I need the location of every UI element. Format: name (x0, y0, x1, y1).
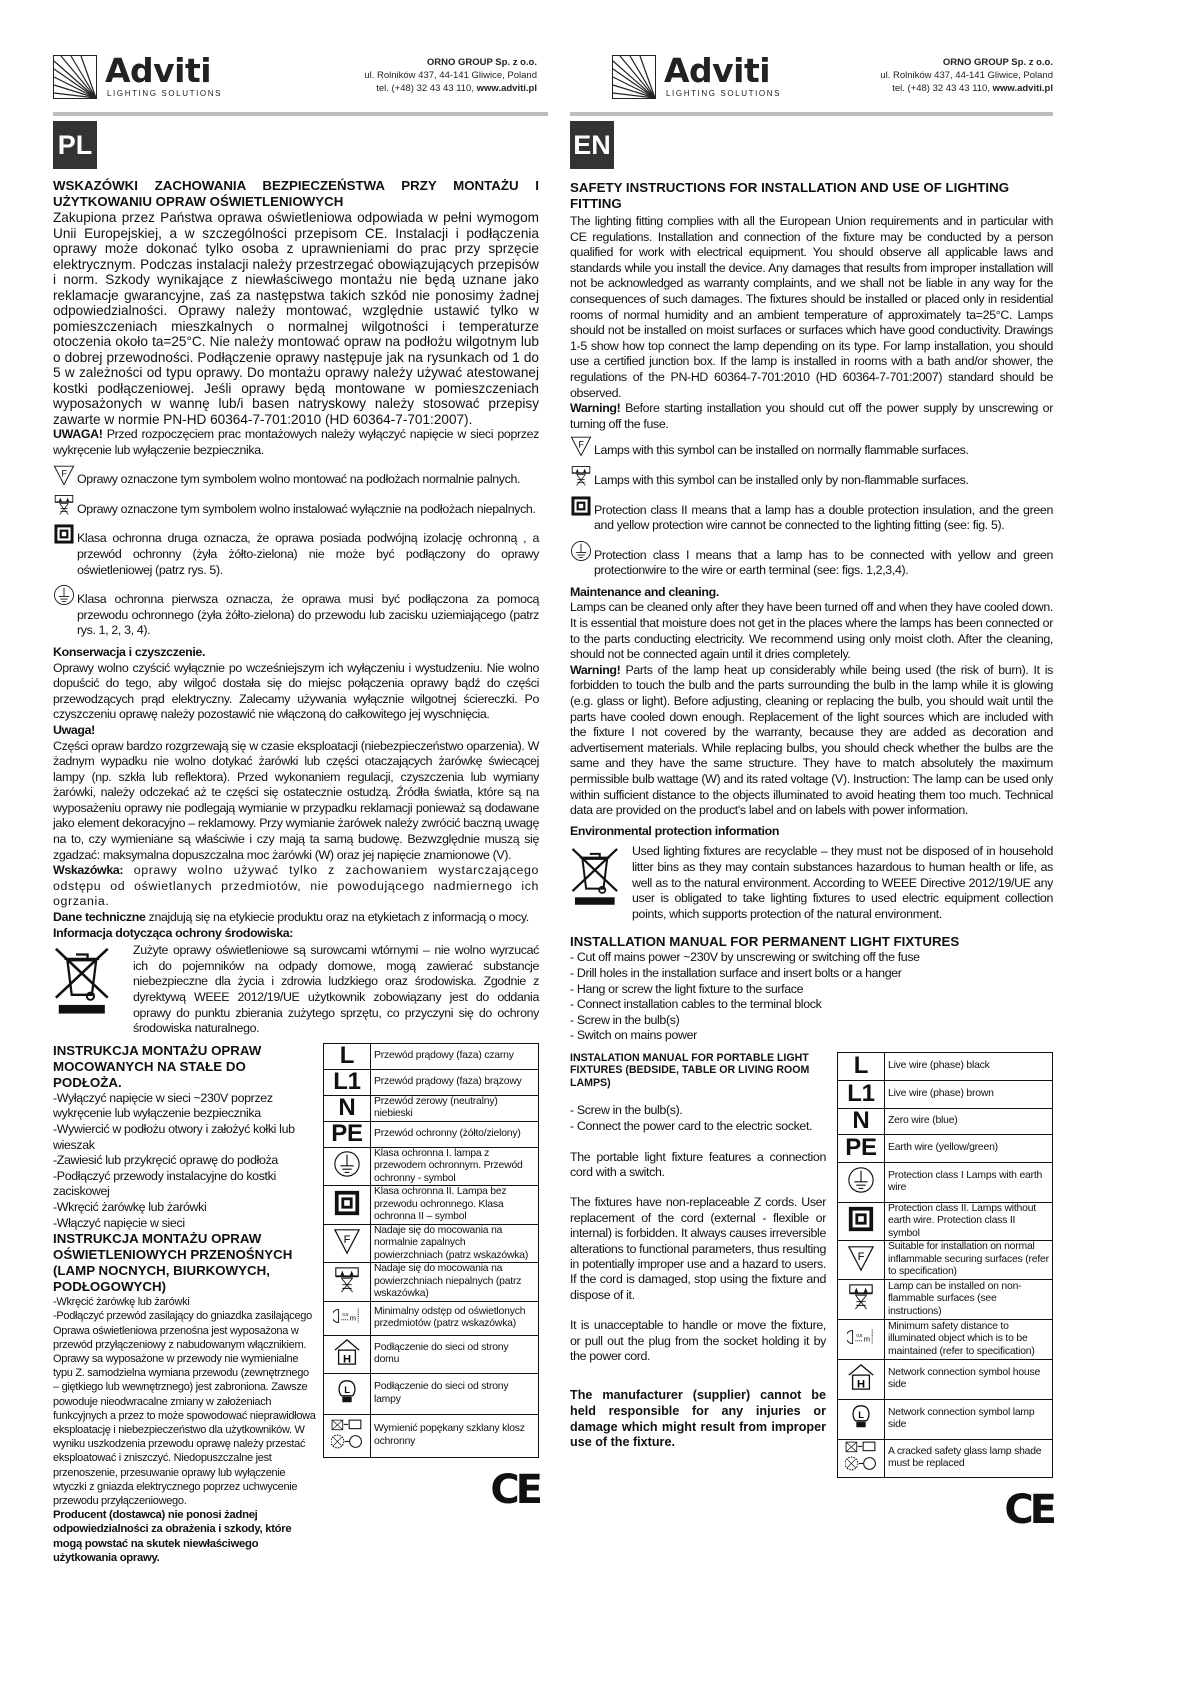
pl-env-text: Zużyte oprawy oświetleniowe są surowcami wtórnymi – nie wolno wyrzucać ich do pojemników na odpady domowe, mogą zawierać substancje niebezpieczne dla życia i zdrowia ludzkiego oraz środowiska. Zgodnie z dyrektywą WEEE 2012/19/UE użytkownik zobowiązany jest do oddania oprawy do punktu zbierania zużytego sprzętu, co przyczyni się do ochrony środowiska naturalnego. (133, 943, 539, 1036)
en-env-text: Used lighting fixtures are recyclable – they must not be disposed of in household litter bins as they may contain substances hazardous to human health or life, as well as to the natural environment. According to WEEE Directive 2012/19/UE any user is obligated to take lighting fixtures to used electric equipment collection points, which supports protection of the natural environment. (632, 844, 1053, 921)
warning-text: Przed rozpoczęciem prac montażowych należy wyłączyć napięcie w sieci poprzez wykręcenie lub wyłączenie bezpiecznika. (53, 427, 539, 457)
install-step: -Wyłączyć napięcie w sieci ~230V poprzez wykręcenie lub wyłączenie bezpiecznika (53, 1090, 273, 1121)
en-section (570, 180, 1053, 922)
legend-row (324, 1373, 539, 1414)
portable-paragraph: The portable light fixture features a connection cord with a switch. (570, 1149, 826, 1179)
legend-description: Network connection symbol lamp side (885, 1399, 1053, 1439)
legend-description: Przewód zerowy (neutralny) niebieski (371, 1095, 539, 1121)
symbol-item (53, 584, 539, 639)
symbol-description: Oprawy oznaczone tym symbolem wolno montować na podłożach normalnie palnych. (77, 472, 521, 487)
company-info (364, 56, 537, 95)
legend-description: Live wire (phase) brown (885, 1080, 1053, 1108)
warning-lead: UWAGA! (53, 427, 103, 441)
en-fixed-title: INSTALLATION MANUAL FOR PERMANENT LIGHT FIXTURES (570, 934, 960, 950)
non-flammable-surface-icon (53, 494, 75, 516)
legend-description: Wymienić popękany szklany klosz ochronny (371, 1414, 539, 1457)
pl-maintenance: Oprawy wolno czyścić wyłącznie po wcześniejszym ich wyłączeniu i wystudzeniu. Nie wolno dopuścić do tego, aby wilgoć dostała się do miejsc połączenia oprawy bądź do części przewodzących prąd elektryczny. Zalecamy używania wyłącznie wilgotnej ściereczki. Po czyszczeniu oprawę należy pozostawić nie włączoną do całkowitego jej wyschnięcia. (53, 660, 539, 722)
logo-rays-icon (53, 55, 97, 99)
non-flammable-surface-icon (847, 1283, 875, 1311)
legend-row (324, 1301, 539, 1335)
en-warning (570, 401, 1053, 432)
pl-title: WSKAZÓWKI ZACHOWANIA BEZPIECZEŃSTWA PRZY MONTAŻU I UŻYTKOWANIU OPRAW OŚWIETLENIOWYCH (53, 178, 539, 209)
wire-symbol: N (338, 1094, 356, 1122)
weee-bin-graphic (570, 844, 620, 906)
legend-symbol (324, 1373, 371, 1414)
install-step: - Screw in the bulb(s). (570, 1103, 683, 1118)
tech-lead: Dane techniczne (53, 910, 146, 925)
en-portable-paras (570, 1150, 826, 1365)
legend-row (838, 1052, 1053, 1080)
pl-legend-wrap (323, 1043, 539, 1512)
warning-text: Before starting installation you should cut off the power supply by unscrewing or turning off the fuse. (570, 401, 1053, 431)
legend-description: Protection class II. Lamps without earth wire. Protection class II symbol (885, 1202, 1053, 1241)
install-step: - Drill holes in the installation surface and insert bolts or a hanger (570, 965, 902, 980)
legend-description: Protection class I Lamps with earth wire (885, 1162, 1053, 1202)
symbol-item (570, 540, 1053, 579)
pl-bottom-row (53, 1043, 539, 1565)
pl-tip (53, 863, 539, 910)
en-title: SAFETY INSTRUCTIONS FOR INSTALLATION AND USE OF LIGHTING FITTING (570, 180, 1010, 211)
brand-tagline: LIGHTING SOLUTIONS (666, 89, 782, 98)
weee-crossed-bin-icon (53, 943, 133, 1020)
protection-class-2-icon (847, 1205, 875, 1233)
en-maintenance-title: Maintenance and cleaning. (570, 584, 719, 599)
symbol-description: Lamps with this symbol can be installed only by non-flammable surfaces. (594, 472, 969, 487)
brand-logo (53, 51, 223, 99)
legend-row (838, 1162, 1053, 1202)
non-flammable-surface-icon (570, 465, 592, 487)
legend-description: Klasa ochronna II. Lampa bez przewodu ochronnego. Klasa ochronna II – symbol (371, 1186, 539, 1225)
legend-description: Przewód ochronny (żółto/zielony) (371, 1121, 539, 1147)
minimum-distance-icon (847, 1323, 875, 1351)
pl-disclaimer: Producent (dostawca) nie ponosi żadnej odpowiedzialności za obrażenia i szkody, które mogą powstać na skutek niewłaściwego użytkowania oprawy. (53, 1509, 292, 1564)
svg-text:L: L (344, 1384, 350, 1395)
pl-section (53, 178, 539, 1037)
svg-text:m: m (863, 1334, 870, 1344)
legend-symbol (838, 1279, 885, 1319)
en-legend-wrap (837, 1052, 1053, 1532)
install-step: - Hang or screw the light fixture to the surface (570, 981, 804, 996)
legend-symbol (838, 1241, 885, 1280)
cracked-glass-replace-icon (845, 1440, 877, 1472)
language-badge-en: EN (570, 121, 614, 169)
legend-description: Network connection symbol house side (885, 1359, 1053, 1399)
legend-symbol (838, 1108, 885, 1134)
caution-lead: Warning! (570, 662, 621, 677)
legend-symbol (838, 1202, 885, 1241)
tip-lead: Wskazówka: (53, 863, 124, 878)
install-step: - Switch on mains power (570, 1028, 697, 1043)
legend-row (838, 1202, 1053, 1241)
legend-row (324, 1121, 539, 1147)
svg-text:H: H (857, 1378, 865, 1391)
protection-class-1-earth-icon (847, 1166, 875, 1194)
legend-description: Przewód prądowy (faza) brązowy (371, 1069, 539, 1095)
cracked-glass-replace-icon (331, 1418, 363, 1450)
svg-text:0,5: 0,5 (856, 1333, 863, 1339)
svg-text:0,5: 0,5 (342, 1312, 349, 1318)
en-fixed-steps (570, 950, 1053, 1044)
protection-class-1-earth-icon (53, 584, 75, 606)
legend-description: Przewód prądowy (faza) czarny (371, 1043, 539, 1069)
brand-name: Adviti (664, 51, 771, 90)
flammable-surface-f-icon (333, 1227, 361, 1255)
install-step: -Wkręcić żarówkę lub żarówki (53, 1199, 207, 1214)
legend-description: Nadaje się do mocowania na normalnie zapalnych powierzchniach (patrz wskazówka) (371, 1224, 539, 1263)
legend-description: Lamp can be installed on non-flammable surfaces (see instructions) (885, 1279, 1053, 1319)
company-phone: tel. (+48) 32 43 43 110, (892, 83, 990, 94)
wire-symbol: L (853, 1052, 869, 1080)
legend-row (324, 1095, 539, 1121)
legend-description: Minimum safety distance to illuminated object which is to be maintained (refer to specification) (885, 1319, 1053, 1359)
legend-row (324, 1069, 539, 1095)
pl-installation (53, 1043, 317, 1565)
pl-env-title: Informacja dotycząca ochrony środowiska: (53, 925, 294, 940)
en-portable (570, 1052, 826, 1451)
pl-tech (53, 910, 539, 926)
symbol-item (570, 495, 1053, 534)
svg-text:m: m (349, 1313, 356, 1323)
en-fixed (570, 934, 1053, 1044)
en-disclaimer: The manufacturer (supplier) cannot be held responsible for any injuries or damage which might result from improper use of the fixture. (570, 1388, 826, 1450)
flammable-surface-f-icon (570, 435, 592, 457)
install-step: -Podłączyć przewody instalacyjne do kostki zaciskowej (53, 1168, 276, 1199)
install-step: -Zawiesić lub przykręcić oprawę do podłoża (53, 1153, 278, 1168)
legend-symbol (324, 1301, 371, 1335)
legend-row (324, 1043, 539, 1069)
legend-description: A cracked safety glass lamp shade must be replaced (885, 1439, 1053, 1477)
legend-row (324, 1147, 539, 1186)
legend-symbol (838, 1162, 885, 1202)
legend-symbol (324, 1095, 371, 1121)
legend-description: Earth wire (yellow/green) (885, 1134, 1053, 1162)
protection-class-1-earth-icon (333, 1150, 361, 1178)
legend-row (838, 1108, 1053, 1134)
pl-fixed-title: INSTRUKCJA MONTAŻU OPRAW MOCOWANYCH NA STAŁE DO PODŁOŻA. (53, 1042, 262, 1090)
pl-portable-title: INSTRUKCJA MONTAŻU OPRAW OŚWIETLENIOWYCH PRZENOŚNYCH (LAMP NOCNYCH, BIURKOWYCH, PODŁOGOWYCH) (53, 1231, 293, 1295)
legend-row (838, 1241, 1053, 1280)
symbol-description: Lamps with this symbol can be installed on normally flammable surfaces. (594, 443, 969, 458)
pl-symbol-legend-table (323, 1043, 539, 1458)
company-address: ul. Rolników 437, 44-141 Gliwice, Poland (880, 70, 1053, 81)
legend-symbol (324, 1263, 371, 1302)
wire-symbol: PE (845, 1134, 877, 1162)
legend-row (838, 1359, 1053, 1399)
tech-text: znajdują się na etykiecie produktu oraz na etykietach z informacją o mocy. (145, 910, 529, 925)
symbol-item (570, 465, 1053, 489)
company-name: ORNO GROUP Sp. z o.o. (426, 57, 537, 68)
caution-text: Parts of the lamp heat up considerably while being used (the risk of burn). It is forbidden to touch the bulb and the parts surrounding the bulb in the lamp while it is glowing (e.g. glass or light). Before adjusting, cleaning or replacing the bulb, you should wait until the parts have cooled down enough. Replacement of the light sources which are included with the fixture I not covered by the warranty, because they are added as decoration and advertisement materials. While replacing bulbs, you should check whether the bulbs are the same and they have the same structure. They have to match absolutely the maximum permissible bulb wattage (W) and its rated voltage (V). Instruction: The lamp can be used only within sufficient distance to the objects illuminated to avoid heating them too much. Technical data are provided on the product's label and on labels with power information. (570, 662, 1053, 818)
company-address: ul. Rolników 437, 44-141 Gliwice, Poland (364, 70, 537, 81)
header-divider (570, 112, 1053, 116)
legend-description: Podłączenie do sieci od strony domu (371, 1335, 539, 1373)
wire-symbol: N (852, 1107, 870, 1135)
en-env (570, 844, 1053, 922)
protection-class-2-icon (570, 495, 592, 517)
legend-row (838, 1080, 1053, 1108)
symbol-description: Klasa ochronna druga oznacza, że oprawa posiada podwójną izolację ochronną , a przewód ochronny (żyła żółto-zielona) nie może być podłączony do oprawy oświetleniowej (patrz rys. 5). (77, 531, 539, 577)
legend-symbol (324, 1147, 371, 1186)
portable-line: Oprawy sa wyposażone w przewody nie wymienialne typu Z. samodzielna wymiana przewodu (zewnętrznego – giętkiego lub wewnętrznego) jest zabroniona. Zawsze powoduje nieodwracalne zmiany w założeniach funkcyjnych a przez to może spowodować nieprawidłowa eksploatację i niebezpieczeństwo dla użytkowników. W wyniku uszkodzenia przewodu oprawę należy przestać eksploatować i zniszczyć. Niedopuszczalne jest przenoszenie, przesuwanie oprawy lub wyłączenie wtyczki z gniazda elektrycznego poprzez uchwycenie przewodu przyłączeniowego. (53, 1352, 316, 1507)
en-intro: The lighting fitting complies with all the European Union requirements and in particular with CE regulations. Installation and connection of the fixture may be conducted by a person qualified for work with electrical equipment. You should observe all applicable laws and standards while you install the device. Any damages that results from improper installation will not be acknowledged as warranty complaints, and we shall not be liable in any way for the consequences of such damages. The fixtures should be installed or placed only in residential rooms of normal humidity and an ambient temperature of approximately ta=25°C. Lamps should not be installed on moist surfaces or surfaces which have good conductivity. Drawings 1-5 show how top connect the lamp depending on its type. For lamp installation, you should use a certified junction box. If the lamp is installed in rooms with a bath and/or shower, the regulations of the PN-HD 60364-7-701:2010 (HD 60364-7-701:2007) standard should be observed. (570, 214, 1053, 400)
legend-row (324, 1414, 539, 1457)
legend-row (838, 1279, 1053, 1319)
company-name: ORNO GROUP Sp. z o.o. (942, 57, 1053, 68)
svg-text:L: L (858, 1410, 864, 1421)
en-column (570, 180, 1053, 1532)
pl-intro: Zakupiona przez Państwa oprawa oświetleniowa odpowiada w pełni wymogom Unii Europejskiej, a w szczególności przepisom CE. Instalacji i podłączenia oprawy może dokonać tylko osoba z uprawnieniami do prac przy sprzęcie elektrycznym. Podczas instalacji należy przestrzegać obowiązujących przepisów i norm. Szkody wynikające z niewłaściwego montażu nie będą uznane jako reklamacje gwarancyjne, zaś za następstwa takich szkód nie ponosimy żadnej odpowiedzialności. Oprawy należy montować, względnie ustawić tylko w pomieszczeniach mieszkalnych o normalnej wilgotności i temperaturze otoczenia około ta=25°C. Nie należy montować opraw na podłożu wilgotnym lub o dobrej przewodności. Podłączenie oprawy następuje jak na rysunkach od 1 do 5 w zależności od typu oprawy. Do montażu oprawy należy używać atestowanej kostki podłączeniowej. Jeśli oprawy będą montowane w pomieszczeniach wyposażonych w wannę lub/i basen natryskowy należy stosować przepisy zawarte w normie PN-HD 60364-7-701:2010 (HD 60364-7-701:2007). (53, 210, 539, 427)
company-website[interactable]: www.adviti.pl (476, 83, 537, 94)
pl-portable-lines (53, 1295, 317, 1508)
pl-fixed-steps (53, 1091, 317, 1231)
en-maintenance: Lamps can be cleaned only after they have been turned off and when they have cooled down. It is essential that moisture does not get in the places where the lamps has been connected or to the parts conducting electricity. We recommend using only moist cloth. After the cleaning, should not be connected again until it dries completely. (570, 600, 1053, 662)
legend-row (324, 1335, 539, 1373)
weee-bin-graphic (53, 943, 111, 1015)
company-info (880, 56, 1053, 95)
legend-description: Klasa ochronna I. lampa z przewodem ochronnym. Przewód ochronny - symbol (371, 1147, 539, 1186)
en-bottom-row (570, 1052, 1053, 1532)
en-symbol-legend-table (837, 1052, 1053, 1478)
brand-name: Adviti (105, 51, 212, 90)
install-step: -Włączyć napięcie w sieci (53, 1215, 185, 1230)
legend-symbol (838, 1399, 885, 1439)
install-step: - Connect the power card to the electric socket. (570, 1119, 813, 1133)
symbol-description: Oprawy oznaczone tym symbolem wolno instalować wyłącznie na podłożach niepalnych. (77, 501, 536, 516)
wire-symbol: L1 (847, 1080, 875, 1108)
symbol-description: Klasa ochronna pierwsza oznacza, że oprawa musi być podłączona za pomocą przewodu ochronnego (żyła żółto-zielona) do przewodu lub zacisku uziemiającego (patrz rys. 1, 2, 3, 4). (77, 592, 539, 638)
en-portable-title: INSTALATION MANUAL FOR PORTABLE LIGHT FIXTURES (BEDSIDE, TABLE OR LIVING ROOM LAMPS) (570, 1051, 810, 1089)
legend-description: Podłączenie do sieci od strony lampy (371, 1373, 539, 1414)
symbol-description: Protection class II means that a lamp has a double protection insulation, and the green and yellow protection wire cannot be connected to the lighting fitting (see: fig. 5). (594, 502, 1053, 533)
legend-symbol (838, 1080, 885, 1108)
protection-class-2-icon (333, 1189, 361, 1217)
legend-symbol (324, 1224, 371, 1263)
install-step: - Cut off mains power ~230V by unscrewing or switching off the fuse (570, 950, 920, 965)
legend-row (838, 1439, 1053, 1477)
flammable-surface-f-icon (53, 464, 75, 486)
portable-paragraph: It is unacceptable to handle or move the fixture, or pull out the plug from the socket holding it by the power cord. (570, 1318, 826, 1364)
en-symbol-list (570, 435, 1053, 579)
legend-symbol (838, 1359, 885, 1399)
minimum-distance-icon (333, 1302, 361, 1330)
symbol-item (53, 494, 539, 518)
weee-crossed-bin-icon (570, 844, 632, 911)
wire-symbol: L1 (333, 1068, 361, 1096)
legend-symbol (324, 1414, 371, 1457)
legend-description: Zero wire (blue) (885, 1108, 1053, 1134)
ce-mark: CE (490, 1466, 539, 1513)
svg-text:F: F (857, 1250, 865, 1263)
pl-column (53, 178, 539, 1565)
install-step: -Wywiercić w podłożu otwory i założyć kołki lub wieszak (53, 1121, 295, 1152)
install-step: - Connect installation cables to the terminal block (570, 997, 822, 1012)
svg-text:F: F (343, 1234, 351, 1247)
brand-tagline: LIGHTING SOLUTIONS (107, 89, 223, 98)
legend-symbol (324, 1335, 371, 1373)
legend-symbol (838, 1319, 885, 1359)
company-website[interactable]: www.adviti.pl (992, 83, 1053, 94)
legend-description: Live wire (phase) black (885, 1052, 1053, 1080)
tip-text: oprawy wolno używać tylko z zachowaniem wystarczającego odstępu od oświetlanych przedmiotów, nie powodującego nadmiernego ich ogrzania. (53, 863, 539, 909)
header-divider (53, 112, 548, 116)
legend-description: Nadaje się do mocowania na powierzchniach niepalnych (patrz wskazówka) (371, 1263, 539, 1302)
portable-line: -Wkręcić żarówkę lub żarówki (53, 1296, 190, 1309)
legend-row (838, 1399, 1053, 1439)
symbol-item (53, 523, 539, 578)
wire-symbol: PE (331, 1120, 363, 1148)
legend-symbol (838, 1052, 885, 1080)
protection-class-2-icon (53, 523, 75, 545)
svg-text:H: H (343, 1353, 351, 1366)
legend-symbol (324, 1186, 371, 1225)
pl-symbol-list (53, 464, 539, 639)
flammable-surface-f-icon (847, 1244, 875, 1272)
en-env-title: Environmental protection information (570, 823, 780, 838)
en-portable-steps (570, 1103, 826, 1134)
legend-row (324, 1224, 539, 1263)
legend-row (838, 1134, 1053, 1162)
portable-paragraph: The fixtures have non-replaceable Z cords. User replacement of the cord (external - flexible or internal) is forbidden. It always causes irreversible alterations to functional parameters, thus resulting in potentially improper use and a hazard to users. If the cord is damaged, stop using the fixture and dispose of it. (570, 1195, 826, 1302)
protection-class-1-earth-icon (570, 540, 592, 562)
legend-symbol (324, 1069, 371, 1095)
company-phone: tel. (+48) 32 43 43 110, (376, 83, 474, 94)
non-flammable-surface-icon (333, 1266, 361, 1294)
pl-maintenance-title: Konserwacja i czyszczenie. (53, 644, 206, 659)
legend-symbol (838, 1134, 885, 1162)
pl-warning (53, 427, 539, 458)
legend-description: Minimalny odstęp od oświetlonych przedmiotów (patrz wskazówka) (371, 1301, 539, 1335)
house-side-connection-icon (847, 1363, 875, 1391)
legend-symbol (324, 1043, 371, 1069)
legend-row (324, 1263, 539, 1302)
wire-symbol: L (339, 1042, 355, 1070)
language-badge-pl: PL (53, 121, 97, 169)
legend-description: Suitable for installation on normal inflammable securing surfaces (refer to specification) (885, 1241, 1053, 1280)
symbol-item (53, 464, 539, 488)
install-step: - Screw in the bulb(s) (570, 1012, 680, 1027)
legend-row (838, 1319, 1053, 1359)
lamp-side-connection-icon (847, 1403, 875, 1431)
legend-symbol (838, 1439, 885, 1477)
en-caution (570, 663, 1053, 819)
legend-symbol (324, 1121, 371, 1147)
lamp-side-connection-icon (333, 1378, 361, 1406)
pl-env (53, 943, 539, 1037)
logo-rays-icon (612, 55, 656, 99)
svg-text:F: F (578, 439, 584, 450)
ce-mark: CE (1004, 1486, 1053, 1533)
warning-lead: Warning! (570, 401, 621, 416)
svg-text:F: F (61, 468, 67, 479)
brand-logo (612, 51, 782, 99)
house-side-connection-icon (333, 1338, 361, 1366)
portable-line: Oprawa oświetleniowa przenośna jest wyposażona w przewód przyłączeniowy z nabudowanym włącznikiem. (53, 1324, 307, 1351)
pl-caution: Części opraw bardzo rozgrzewają się w czasie eksploatacji (niebezpieczeństwo oparzenia). W żadnym wypadku nie wolno dotykać żarówki lub części otaczających żarówkę świecącej lampy (np. szkła lub reflektora). Przed wykonaniem regulacji, czyszczenia lub wymiany żarówki, należy odczekać aż te części się ostatecznie ostudzą. Źródła światła, które są na wyposażeniu oprawy nie podlegają wymianie w przypadku reklamacji ponieważ są dodawane jako element dekoracyjno – reklamowy. Przy wymianie żarówek należy zwrócić baczną uwagę na to, czy wymieniane są właściwie i czy mają ta samą budowę. Bezwzględnie muszą się zgadzać: maksymalna dopuszczalna moc żarówki (W) oraz jej napięcie znamionowe (V). (53, 738, 539, 862)
legend-row (324, 1186, 539, 1225)
pl-caution-title: Uwaga! (53, 722, 95, 737)
symbol-description: Protection class I means that a lamp has to be connected with yellow and green protectionwire to the wire or earth terminal (see: figs. 1,2,3,4). (594, 547, 1053, 578)
portable-line: -Podłączyć przewód zasilający do gniazdka zasilającego (53, 1310, 312, 1323)
symbol-item (570, 435, 1053, 459)
